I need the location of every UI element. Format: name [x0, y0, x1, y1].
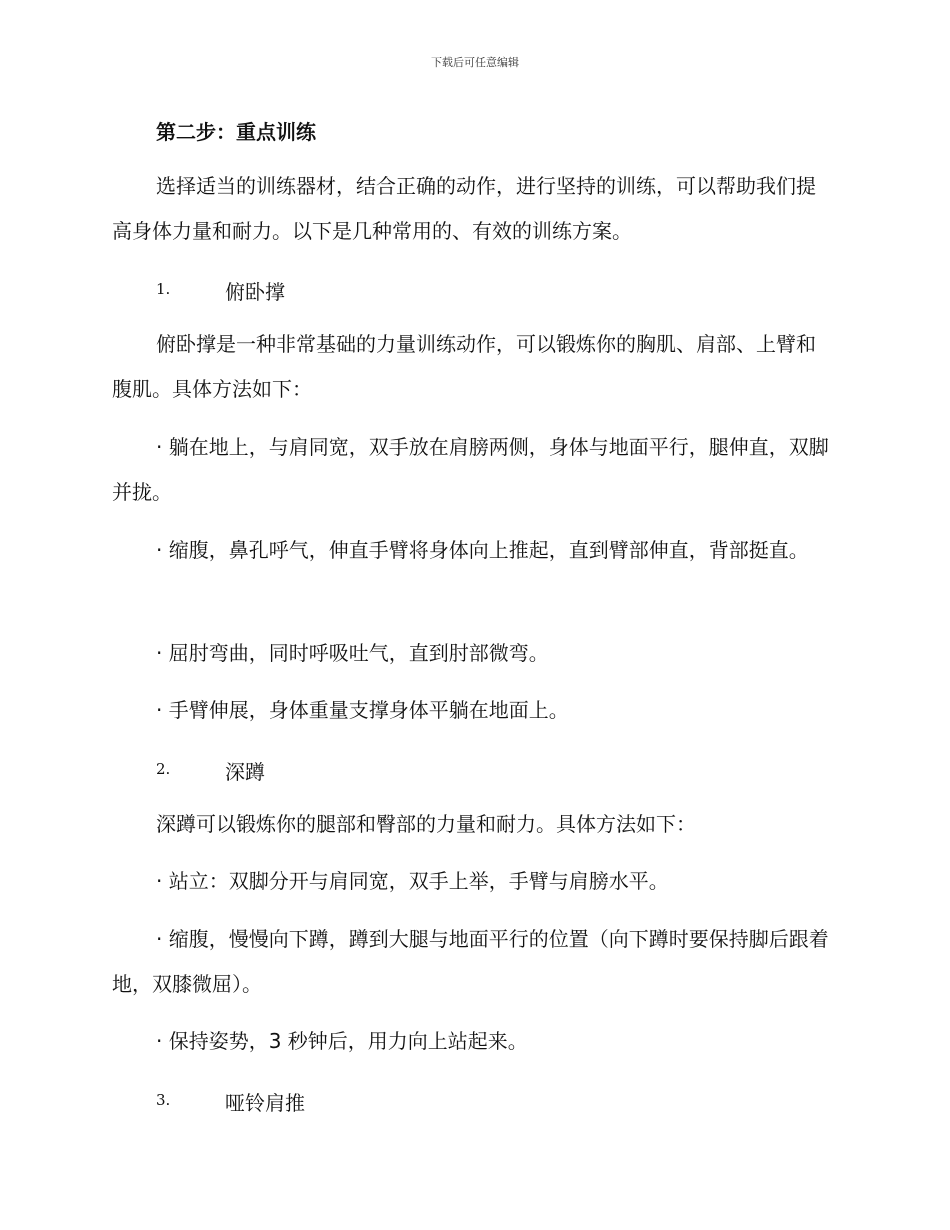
step-item: · 站立：双脚分开与肩同宽，双手上举，手臂与肩膀水平。 [156, 869, 669, 893]
item-description: 深蹲可以锻炼你的腿部和臀部的力量和耐力。具体方法如下： [156, 812, 696, 836]
step-item: · 屈肘弯曲，同时呼吸吐气，直到肘部微弯。 [156, 641, 549, 665]
step-item: · 缩腹，鼻孔呼气，伸直手臂将身体向上推起，直到臂部伸直，背部挺直。 [156, 538, 809, 562]
step-item: · 缩腹，慢慢向下蹲，蹲到大腿与地面平行的位置（向下蹲时要保持脚后跟着地，双膝微屈）。 [112, 927, 829, 996]
step-item: · 手臂伸展，身体重量支撑身体平躺在地面上。 [156, 698, 569, 722]
page-header: 下载后可任意编辑 [431, 56, 519, 69]
item-number: 2. [156, 760, 171, 778]
step-item: · 躺在地上，与肩同宽，双手放在肩膀两侧，身体与地面平行，腿伸直，双脚并拢。 [112, 435, 829, 504]
item-description: 俯卧撑是一种非常基础的力量训练动作，可以锻炼你的胸肌、肩部、上臂和腹肌。具体方法如下： [112, 332, 816, 401]
item-title: 深蹲 [225, 760, 265, 784]
item-number: 3. [156, 1091, 171, 1109]
section-title: 第二步：重点训练 [156, 120, 316, 144]
intro-paragraph: 选择适当的训练器材，结合正确的动作，进行坚持的训练，可以帮助我们提高身体力量和耐力。以下是几种常用的、有效的训练方案。 [112, 174, 816, 243]
step-item: · 保持姿势，3 秒钟后，用力向上站起来。 [156, 1029, 528, 1053]
item-title: 哑铃肩推 [225, 1091, 305, 1115]
item-title: 俯卧撑 [225, 280, 285, 304]
item-number: 1. [156, 280, 171, 298]
